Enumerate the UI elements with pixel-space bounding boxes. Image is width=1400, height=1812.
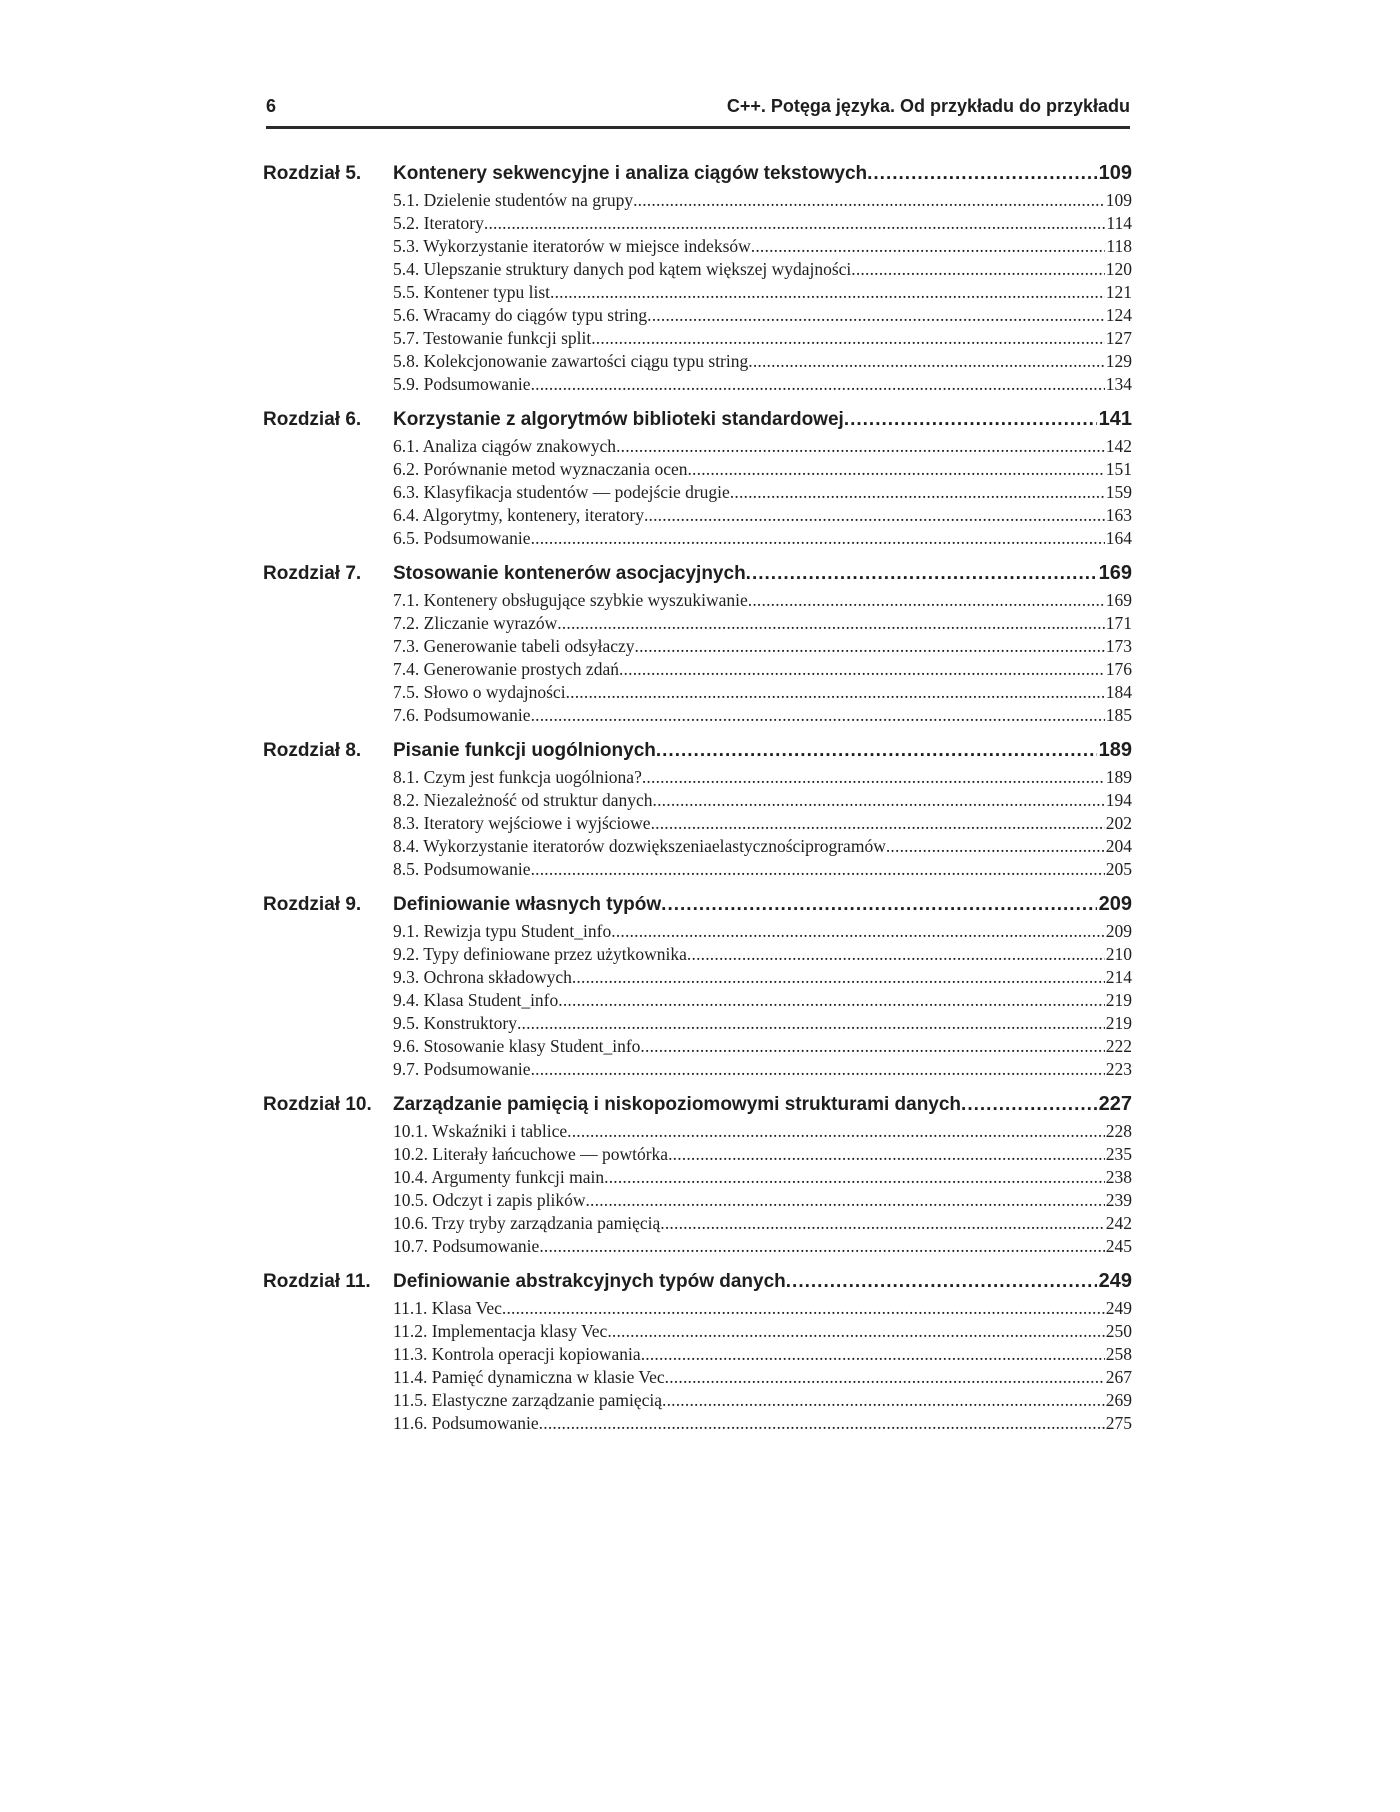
section-title: 9.3. Ochrona składowych (393, 967, 572, 987)
section-entry (393, 590, 1132, 613)
toc-chapter (263, 1093, 1132, 1259)
section-title: 10.7. Podsumowanie (393, 1236, 540, 1256)
dot-leader (668, 1144, 1105, 1165)
section-title: 8.4. Wykorzystanie iteratorów dozwiększeniaelastycznościprogramów (393, 836, 886, 856)
section-page-number: 219 (1105, 990, 1132, 1010)
chapter-title-line (393, 1093, 1132, 1116)
dot-leader (619, 659, 1105, 680)
section-entry (393, 944, 1132, 967)
section-entry (393, 1413, 1132, 1436)
section-page-number: 171 (1105, 613, 1132, 633)
section-title: 7.2. Zliczanie wyrazów (393, 613, 558, 633)
dot-leader (687, 459, 1104, 480)
chapter-title: Zarządzanie pamięcią i niskopoziomowymi strukturami danych (393, 1094, 962, 1115)
section-page-number: 209 (1105, 921, 1132, 941)
dot-leader (484, 213, 1106, 234)
section-entry (393, 1213, 1132, 1236)
section-title: 9.5. Konstruktory (393, 1013, 517, 1033)
chapter-title: Definiowanie własnych typów (393, 894, 662, 915)
section-entry (393, 990, 1132, 1013)
dot-leader (653, 790, 1105, 811)
chapter-title: Stosowanie kontenerów asocjacyjnych (393, 563, 746, 584)
section-page-number: 239 (1105, 1190, 1132, 1210)
section-title: 8.5. Podsumowanie (393, 859, 531, 879)
toc-chapter (263, 1270, 1132, 1436)
section-title: 5.1. Dzielenie studentów na grupy (393, 190, 634, 210)
section-page-number: 245 (1105, 1236, 1132, 1256)
section-entry (393, 1321, 1132, 1344)
section-entry (393, 1344, 1132, 1367)
section-title: 6.1. Analiza ciągów znakowych (393, 436, 617, 456)
chapter-page-number: 249 (1098, 1270, 1132, 1292)
dot-leader (748, 590, 1105, 611)
section-title: 7.3. Generowanie tabeli odsyłaczy (393, 636, 635, 656)
section-entry (393, 1298, 1132, 1321)
section-page-number: 142 (1105, 436, 1132, 456)
chapter-entry (263, 1270, 1132, 1298)
section-entry (393, 190, 1132, 213)
dot-leader (867, 163, 1097, 185)
section-page-number: 185 (1105, 705, 1132, 725)
section-page-number: 120 (1105, 259, 1132, 279)
section-page-number: 134 (1105, 374, 1132, 394)
chapter-entry (263, 562, 1132, 590)
section-title: 5.5. Kontener typu list (393, 282, 550, 302)
dot-leader (730, 482, 1105, 503)
dot-leader (961, 1094, 1097, 1116)
section-entry (393, 636, 1132, 659)
section-page-number: 127 (1105, 328, 1132, 348)
section-page-number: 269 (1105, 1390, 1132, 1410)
dot-leader (539, 1236, 1104, 1257)
section-title: 10.1. Wskaźniki i tablice (393, 1121, 568, 1141)
section-title: 5.3. Wykorzystanie iteratorów w miejsce indeksów (393, 236, 751, 256)
chapter-label: Rozdział 8. (263, 740, 362, 761)
chapter-title: Pisanie funkcji uogólnionych (393, 740, 656, 761)
section-entry (393, 836, 1132, 859)
dot-leader (557, 613, 1105, 634)
chapter-title-line (393, 162, 1132, 185)
section-entry (393, 236, 1132, 259)
toc-chapter (263, 739, 1132, 882)
dot-leader (656, 740, 1097, 762)
chapter-page-number: 169 (1098, 562, 1132, 584)
dot-leader (651, 813, 1105, 834)
running-header (266, 92, 1130, 129)
section-title: 9.7. Podsumowanie (393, 1059, 531, 1079)
chapter-page-number: 209 (1098, 893, 1132, 915)
section-entry (393, 682, 1132, 705)
section-page-number: 129 (1105, 351, 1132, 371)
section-title: 7.4. Generowanie prostych zdań (393, 659, 619, 679)
section-title: 6.3. Klasyfikacja studentów — podejście drugie (393, 482, 730, 502)
section-entry (393, 351, 1132, 374)
section-entry (393, 659, 1132, 682)
dot-leader (844, 409, 1097, 431)
section-list (393, 436, 1132, 551)
section-title: 11.2. Implementacja klasy Vec (393, 1321, 608, 1341)
dot-leader (665, 1367, 1105, 1388)
section-page-number: 210 (1105, 944, 1132, 964)
toc-chapter (263, 162, 1132, 397)
chapter-title-line (393, 408, 1132, 431)
section-title: 5.8. Kolekcjonowanie zawartości ciągu typu string (393, 351, 749, 371)
dot-leader (566, 682, 1105, 703)
section-page-number: 184 (1105, 682, 1132, 702)
dot-leader (640, 1036, 1104, 1057)
section-title: 5.6. Wracamy do ciągów typu string (393, 305, 648, 325)
section-page-number: 204 (1105, 836, 1132, 856)
section-entry (393, 1236, 1132, 1259)
page-number: 6 (266, 96, 277, 116)
dot-leader (567, 1121, 1105, 1142)
section-entry (393, 459, 1132, 482)
section-title: 9.6. Stosowanie klasy Student_info (393, 1036, 641, 1056)
section-page-number: 194 (1105, 790, 1132, 810)
dot-leader (531, 528, 1105, 549)
section-title: 8.1. Czym jest funkcja uogólniona? (393, 767, 642, 787)
section-page-number: 238 (1105, 1167, 1132, 1187)
section-entry (393, 374, 1132, 397)
dot-leader (647, 305, 1105, 326)
section-entry (393, 1167, 1132, 1190)
section-page-number: 189 (1105, 767, 1132, 787)
dot-leader (746, 563, 1097, 585)
section-page-number: 214 (1105, 967, 1132, 987)
dot-leader (661, 894, 1096, 916)
section-page-number: 258 (1105, 1344, 1132, 1364)
section-entry (393, 1013, 1132, 1036)
chapter-label: Rozdział 11. (263, 1271, 371, 1292)
chapter-title-line (393, 562, 1132, 585)
section-list (393, 921, 1132, 1082)
section-entry (393, 259, 1132, 282)
section-title: 8.2. Niezależność od struktur danych (393, 790, 653, 810)
section-title: 5.4. Ulepszanie struktury danych pod kątem większej wydajności (393, 259, 852, 279)
section-entry (393, 482, 1132, 505)
section-page-number: 275 (1105, 1413, 1132, 1433)
dot-leader (572, 967, 1105, 988)
section-list (393, 590, 1132, 728)
section-entry (393, 767, 1132, 790)
section-page-number: 223 (1105, 1059, 1132, 1079)
section-entry (393, 282, 1132, 305)
section-page-number: 249 (1105, 1298, 1132, 1318)
section-title: 9.4. Klasa Student_info (393, 990, 559, 1010)
section-list (393, 767, 1132, 882)
dot-leader (531, 859, 1105, 880)
section-entry (393, 1121, 1132, 1144)
section-title: 6.5. Podsumowanie (393, 528, 531, 548)
section-page-number: 173 (1105, 636, 1132, 656)
section-page-number: 163 (1105, 505, 1132, 525)
section-title: 5.2. Iteratory (393, 213, 484, 233)
toc-chapter (263, 408, 1132, 551)
section-page-number: 114 (1106, 213, 1132, 233)
chapter-label: Rozdział 5. (263, 163, 362, 184)
dot-leader (607, 1321, 1104, 1342)
chapter-page-number: 189 (1098, 739, 1132, 761)
section-page-number: 222 (1105, 1036, 1132, 1056)
section-page-number: 118 (1106, 236, 1132, 256)
section-entry (393, 1144, 1132, 1167)
chapter-label: Rozdział 6. (263, 409, 362, 430)
chapter-page-number: 227 (1098, 1093, 1132, 1115)
dot-leader (585, 1190, 1104, 1211)
section-entry (393, 1036, 1132, 1059)
section-title: 6.4. Algorytmy, kontenery, iteratory (393, 505, 644, 525)
section-page-number: 164 (1105, 528, 1132, 548)
chapter-page-number: 109 (1098, 162, 1132, 184)
section-page-number: 176 (1105, 659, 1132, 679)
section-entry (393, 1059, 1132, 1082)
chapter-page-number: 141 (1098, 408, 1132, 430)
section-title: 10.6. Trzy tryby zarządzania pamięcią (393, 1213, 661, 1233)
book-title: C++. Potęga języka. Od przykładu do przykładu (726, 96, 1130, 116)
chapter-title-line (393, 1270, 1132, 1293)
dot-leader (644, 505, 1105, 526)
section-entry (393, 790, 1132, 813)
dot-leader (641, 1344, 1105, 1365)
chapter-entry (263, 893, 1132, 921)
section-title: 7.1. Kontenery obsługujące szybkie wyszukiwanie (393, 590, 748, 610)
section-title: 8.3. Iteratory wejściowe i wyjściowe (393, 813, 651, 833)
dot-leader (660, 1213, 1104, 1234)
section-entry (393, 967, 1132, 990)
dot-leader (591, 328, 1105, 349)
toc-chapter (263, 562, 1132, 728)
dot-leader (531, 1059, 1105, 1080)
dot-leader (642, 767, 1105, 788)
section-title: 10.4. Argumenty funkcji main (393, 1167, 605, 1187)
dot-leader (604, 1167, 1105, 1188)
section-page-number: 250 (1105, 1321, 1132, 1341)
section-title: 11.1. Klasa Vec (393, 1298, 502, 1318)
section-page-number: 205 (1105, 859, 1132, 879)
dot-leader (502, 1298, 1105, 1319)
section-entry (393, 859, 1132, 882)
section-page-number: 267 (1105, 1367, 1132, 1387)
dot-leader (517, 1013, 1105, 1034)
section-page-number: 109 (1105, 190, 1132, 210)
section-entry (393, 705, 1132, 728)
section-entry (393, 813, 1132, 836)
dot-leader (751, 236, 1106, 257)
dot-leader (635, 636, 1105, 657)
section-entry (393, 1190, 1132, 1213)
section-entry (393, 1390, 1132, 1413)
section-page-number: 242 (1105, 1213, 1132, 1233)
section-page-number: 202 (1105, 813, 1132, 833)
section-list (393, 1121, 1132, 1259)
chapter-title: Korzystanie z algorytmów biblioteki standardowej (393, 409, 844, 430)
chapter-entry (263, 408, 1132, 436)
chapter-title-line (393, 739, 1132, 762)
dot-leader (550, 282, 1105, 303)
section-page-number: 235 (1105, 1144, 1132, 1164)
dot-leader (748, 351, 1105, 372)
chapter-title: Kontenery sekwencyjne i analiza ciągów tekstowych (393, 163, 868, 184)
dot-leader (611, 921, 1105, 942)
table-of-contents (263, 162, 1132, 1447)
section-entry (393, 436, 1132, 459)
section-page-number: 121 (1105, 282, 1132, 302)
dot-leader (851, 259, 1104, 280)
section-page-number: 159 (1105, 482, 1132, 502)
dot-leader (539, 1413, 1105, 1434)
chapter-entry (263, 739, 1132, 767)
section-entry (393, 213, 1132, 236)
dot-leader (886, 836, 1105, 857)
dot-leader (662, 1390, 1105, 1411)
section-title: 11.4. Pamięć dynamiczna w klasie Vec (393, 1367, 665, 1387)
section-list (393, 1298, 1132, 1436)
section-title: 11.3. Kontrola operacji kopiowania (393, 1344, 641, 1364)
section-title: 6.2. Porównanie metod wyznaczania ocen (393, 459, 688, 479)
section-page-number: 219 (1105, 1013, 1132, 1033)
chapter-label: Rozdział 7. (263, 563, 362, 584)
dot-leader (531, 705, 1105, 726)
dot-leader (633, 190, 1105, 211)
chapter-entry (263, 162, 1132, 190)
chapter-label: Rozdział 9. (263, 894, 362, 915)
section-title: 11.6. Podsumowanie (393, 1413, 539, 1433)
section-page-number: 151 (1105, 459, 1132, 479)
dot-leader (786, 1271, 1097, 1293)
section-title: 7.6. Podsumowanie (393, 705, 531, 725)
section-title: 10.5. Odczyt i zapis plików (393, 1190, 586, 1210)
dot-leader (687, 944, 1105, 965)
section-entry (393, 1367, 1132, 1390)
section-page-number: 169 (1105, 590, 1132, 610)
dot-leader (531, 374, 1105, 395)
section-entry (393, 505, 1132, 528)
section-title: 9.2. Typy definiowane przez użytkownika (393, 944, 687, 964)
section-entry (393, 613, 1132, 636)
section-list (393, 190, 1132, 397)
section-page-number: 124 (1105, 305, 1132, 325)
dot-leader (616, 436, 1105, 457)
section-entry (393, 305, 1132, 328)
section-page-number: 228 (1105, 1121, 1132, 1141)
chapter-title: Definiowanie abstrakcyjnych typów danych (393, 1271, 786, 1292)
section-title: 7.5. Słowo o wydajności (393, 682, 566, 702)
section-title: 5.9. Podsumowanie (393, 374, 531, 394)
chapter-entry (263, 1093, 1132, 1121)
section-entry (393, 921, 1132, 944)
section-title: 5.7. Testowanie funkcji split (393, 328, 592, 348)
chapter-label: Rozdział 10. (263, 1094, 372, 1115)
section-entry (393, 528, 1132, 551)
section-title: 9.1. Rewizja typu Student_info (393, 921, 612, 941)
dot-leader (558, 990, 1104, 1011)
section-title: 10.2. Literały łańcuchowe — powtórka (393, 1144, 669, 1164)
chapter-title-line (393, 893, 1132, 916)
section-entry (393, 328, 1132, 351)
section-title: 11.5. Elastyczne zarządzanie pamięcią (393, 1390, 662, 1410)
toc-chapter (263, 893, 1132, 1082)
